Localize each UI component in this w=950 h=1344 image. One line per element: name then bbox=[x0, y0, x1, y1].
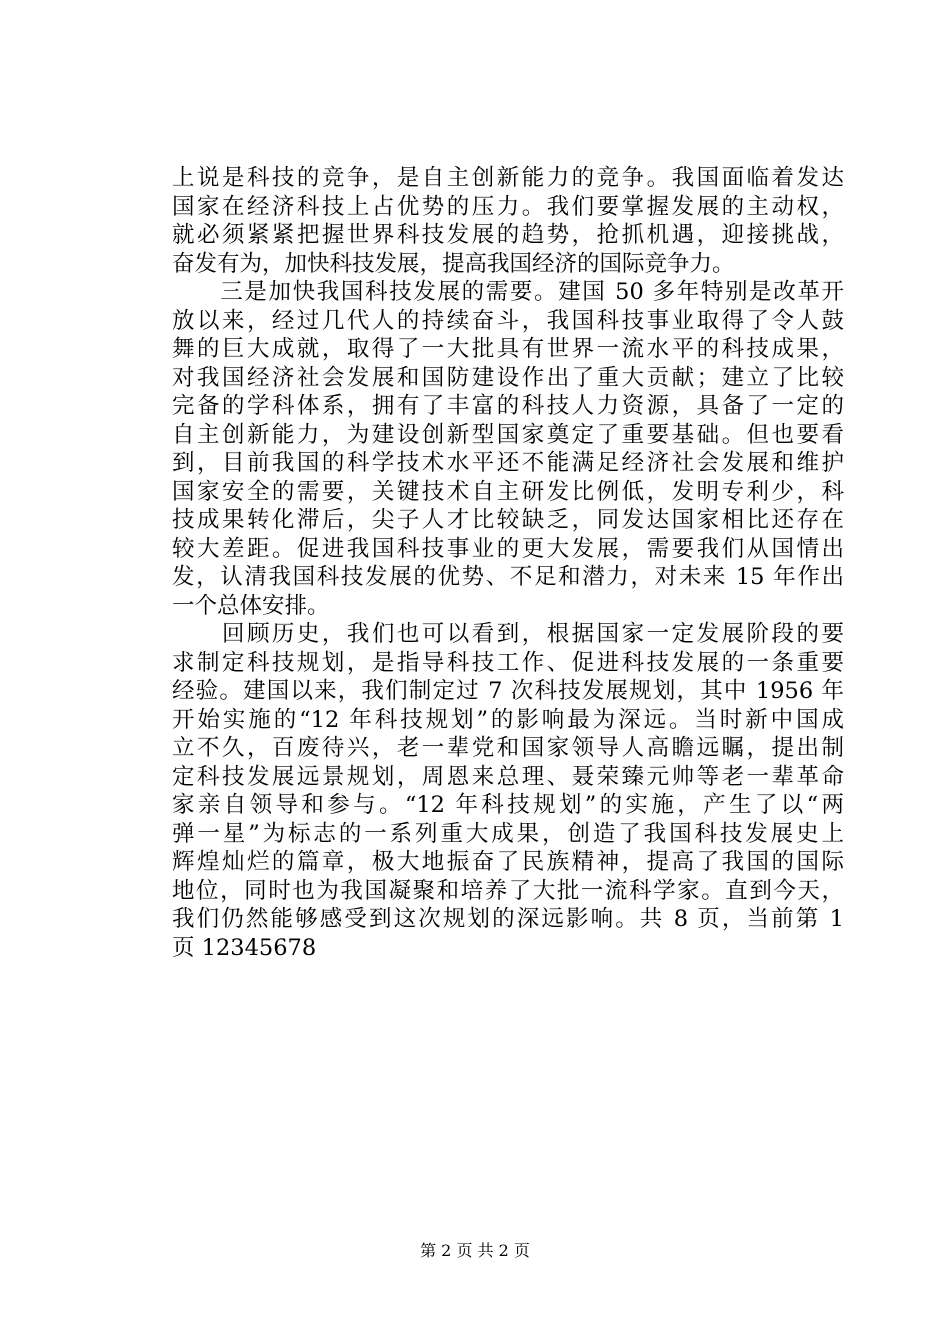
text-line: 就必须紧紧把握世界科技发展的趋势，抢抓机遇，迎接挑战， bbox=[172, 222, 844, 248]
text-line: 辉煌灿烂的篇章，极大地振奋了民族精神，提高了我国的国际 bbox=[172, 849, 844, 875]
text-line: 立不久，百废待兴，老一辈党和国家领导人高瞻远瞩，提出制 bbox=[172, 735, 844, 761]
text-line: 到，目前我国的科学技术水平还不能满足经济社会发展和维护 bbox=[172, 450, 844, 476]
text-line: 开始实施的“12 年科技规划”的影响最为深远。当时新中国成 bbox=[172, 706, 844, 733]
text-line: 放以来，经过几代人的持续奋斗，我国科技事业取得了令人鼓 bbox=[172, 307, 844, 334]
text-line: 页 12345678 bbox=[172, 934, 317, 961]
text-line: 完备的学科体系，拥有了丰富的科技人力资源，具备了一定的 bbox=[172, 393, 844, 419]
document-body bbox=[172, 164, 844, 962]
text-line: 定科技发展远景规划，周恩来总理、聂荣臻元帅等老一辈革命 bbox=[172, 763, 844, 790]
text-line: 发，认清我国科技发展的优势、不足和潜力，对未来 15 年作出 bbox=[172, 564, 844, 590]
page-number-label: 第 2 页 共 2 页 bbox=[420, 1241, 530, 1260]
text-line: 较大差距。促进我国科技事业的更大发展，需要我们从国情出 bbox=[172, 535, 844, 562]
text-line: 我们仍然能够感受到这次规划的深远影响。共 8 页，当前第 1 bbox=[172, 906, 844, 932]
text-line: 经验。建国以来，我们制定过 7 次科技发展规划，其中 1956 年 bbox=[172, 678, 844, 704]
text-line: 求制定科技规划，是指导科技工作、促进科技发展的一条重要 bbox=[172, 649, 844, 676]
text-line: 弹一星”为标志的一系列重大成果，创造了我国科技发展史上 bbox=[172, 820, 844, 847]
text-line: 奋发有为，加快科技发展，提高我国经济的国际竞争力。 bbox=[172, 250, 735, 277]
text-line: 技成果转化滞后，尖子人才比较缺乏，同发达国家相比还存在 bbox=[172, 507, 844, 533]
text-line: 家亲自领导和参与。“12 年科技规划”的实施，产生了以“两 bbox=[172, 792, 844, 818]
text-line: 上说是科技的竞争，是自主创新能力的竞争。我国面临着发达 bbox=[172, 165, 844, 191]
text-line: 对我国经济社会发展和国防建设作出了重大贡献；建立了比较 bbox=[172, 364, 844, 391]
text-line: 一个总体安排。 bbox=[172, 592, 330, 619]
text-line: 国家安全的需要，关键技术自主研发比例低，发明专利少，科 bbox=[172, 478, 844, 505]
text-line: 回顾历史，我们也可以看到，根据国家一定发展阶段的要 bbox=[172, 621, 844, 647]
text-line: 国家在经济科技上占优势的压力。我们要掌握发展的主动权， bbox=[172, 193, 844, 220]
text-line: 三是加快我国科技发展的需要。建国 50 多年特别是改革开 bbox=[172, 279, 844, 305]
text-line: 自主创新能力，为建设创新型国家奠定了重要基础。但也要看 bbox=[172, 421, 844, 448]
text-line: 舞的巨大成就，取得了一大批具有世界一流水平的科技成果， bbox=[172, 336, 844, 362]
text-line: 地位，同时也为我国凝聚和培养了大批一流科学家。直到今天， bbox=[172, 877, 844, 904]
page-footer bbox=[0, 1240, 950, 1262]
